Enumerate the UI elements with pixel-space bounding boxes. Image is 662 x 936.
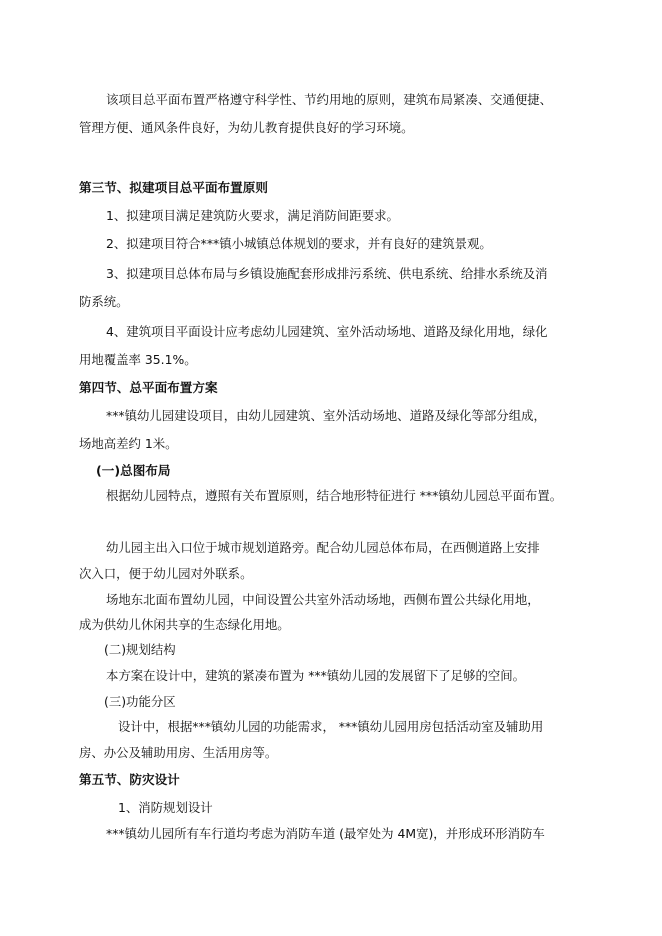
- section-4-para-1-line-1: ***镇幼儿园建设项目，由幼儿园建筑、室外活动场地、道路及绿化等部分组成，: [106, 408, 546, 423]
- subsection-zoning-para-line-2: 房、办公及辅助用房、生活用房等。: [79, 745, 278, 760]
- subsection-layout-para-3-line-1: 场地东北面布置幼儿园，中间设置公共室外活动场地，西侧布置公共绿化用地，: [106, 592, 540, 607]
- subsection-structure-para: 本方案在设计中，建筑的紧凑布置为 ***镇幼儿园的发展留下了足够的空间。: [106, 668, 526, 683]
- subsection-layout-heading: (一)总图布局: [96, 463, 171, 478]
- subsection-layout-para-2-line-2: 次入口，便于幼儿园对外联系。: [79, 566, 253, 581]
- subsection-zoning-heading: (三)功能分区: [104, 694, 176, 709]
- subsection-layout-para-2-line-1: 幼儿园主出入口位于城市规划道路旁。配合幼儿园总体布局，在西侧道路上安排: [106, 540, 540, 555]
- intro-line-2: 管理方便、通风条件良好，为幼儿教育提供良好的学习环境。: [79, 120, 414, 135]
- subsection-zoning-para-line-1: 设计中，根据***镇幼儿园的功能需求， ***镇幼儿园用房包括活动室及辅助用: [118, 719, 544, 734]
- section-3-item-4-line-2: 用地覆盖率 35.1%。: [79, 352, 197, 367]
- subsection-structure-heading: (二)规划结构: [104, 642, 176, 657]
- intro-line-1: 该项目总平面布置严格遵守科学性、节约用地的原则，建筑布局紧凑、交通便捷、: [106, 92, 553, 107]
- section-4-para-1-line-2: 场地高差约 1米。: [79, 436, 178, 451]
- subsection-layout-para-1: 根据幼儿园特点，遵照有关布置原则，结合地形特征进行 ***镇幼儿园总平面布置。: [106, 488, 563, 503]
- section-3-item-3-line-2: 防系统。: [79, 294, 129, 309]
- section-3-heading: 第三节、拟建项目总平面布置原则: [79, 180, 268, 195]
- section-4-heading: 第四节、总平面布置方案: [79, 380, 218, 395]
- subsection-layout-para-3-line-2: 成为供幼儿休闲共享的生态绿化用地。: [79, 617, 290, 632]
- section-3-item-1: 1、拟建项目满足建筑防火要求，满足消防间距要求。: [106, 208, 399, 223]
- subsection-fire-heading: 1、消防规划设计: [118, 800, 213, 815]
- section-3-item-4-line-1: 4、建筑项目平面设计应考虑幼儿园建筑、室外活动场地、道路及绿化用地，绿化: [106, 324, 548, 339]
- section-5-heading: 第五节、防灾设计: [79, 772, 180, 787]
- section-3-item-3-line-1: 3、拟建项目总体布局与乡镇设施配套形成排污系统、供电系统、给排水系统及消: [106, 266, 548, 281]
- subsection-fire-para: ***镇幼儿园所有车行道均考虑为消防车道 (最窄处为 4M宽)，并形成环形消防车: [106, 826, 545, 841]
- section-3-item-2: 2、拟建项目符合***镇小城镇总体规划的要求，并有良好的建筑景观。: [106, 236, 492, 251]
